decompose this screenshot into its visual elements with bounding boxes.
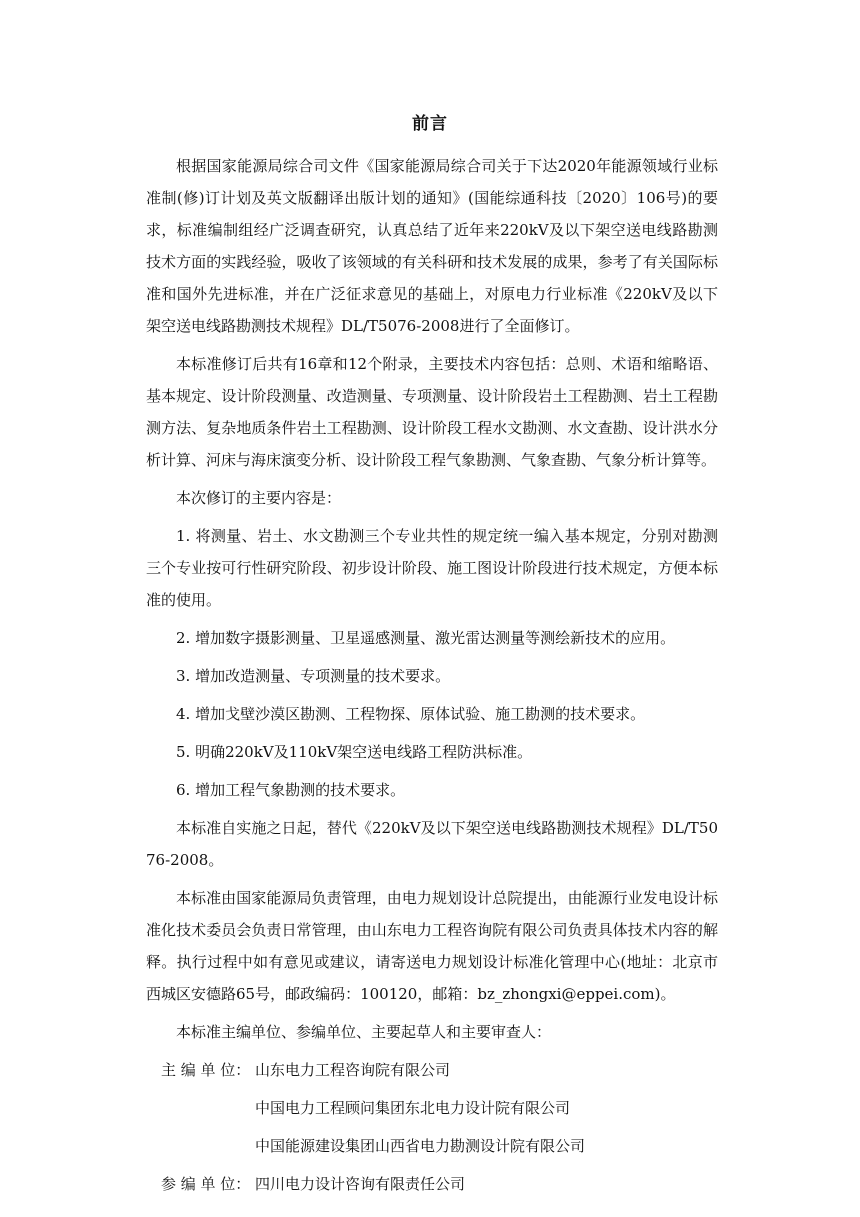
- revision-item: 6. 增加工程气象勘测的技术要求。: [176, 781, 406, 799]
- chief-unit-name: 中国电力工程顾问集团东北电力设计院有限公司: [255, 1099, 571, 1117]
- page-title: 前言: [412, 114, 448, 134]
- paragraph-contents: 本标准修订后共有16章和12个附录，主要技术内容包括：总则、术语和缩略语、基本规定、设计阶段测量、改造测量、专项测量、设计阶段岩土工程勘测、岩土工程勘测方法、复杂地质条件岩土工程勘测、设计阶段工程水文勘测、水文查勘、设计洪水分析计算、河床与海床演变分析、设计阶段工程气象勘测、气象查勘、气象分析计算等。: [146, 355, 718, 469]
- paragraph-units-intro: 本标准主编单位、参编单位、主要起草人和主要审查人：: [176, 1023, 552, 1041]
- participant-unit-label: 参 编 单 位：: [161, 1175, 251, 1193]
- chief-unit-name: 山东电力工程咨询院有限公司: [255, 1061, 451, 1079]
- revision-item: 5. 明确220kV及110kV架空送电线路工程防洪标准。: [176, 743, 533, 761]
- document-body: [146, 150, 718, 1200]
- participant-unit-row: [146, 1168, 718, 1200]
- revision-item: 3. 增加改造测量、专项测量的技术要求。: [176, 667, 451, 685]
- revision-item: 1. 将测量、岩土、水文勘测三个专业共性的规定统一编入基本规定，分别对勘测三个专业按可行性研究阶段、初步设计阶段、施工图设计阶段进行技术规定，方便本标准的使用。: [146, 527, 718, 609]
- chief-unit-row: [146, 1054, 718, 1086]
- chief-unit-label: 主 编 单 位：: [161, 1061, 251, 1079]
- paragraph-background: 根据国家能源局综合司文件《国家能源局综合司关于下达2020年能源领域行业标准制(修)订计划及英文版翻译出版计划的通知》(国能综通科技〔2020〕106号)的要求，标准编制组经广泛调查研究，认真总结了近年来220kV及以下架空送电线路勘测技术方面的实践经验，吸收了该领域的有关科研和技术发展的成果，参考了有关国际标准和国外先进标准，并在广泛征求意见的基础上，对原电力行业标准《220kV及以下架空送电线路勘测技术规程》DL/T5076-2008进行了全面修订。: [146, 157, 718, 335]
- revision-item: 4. 增加戈壁沙漠区勘测、工程物探、原体试验、施工勘测的技术要求。: [176, 705, 646, 723]
- chief-unit-row: [146, 1130, 718, 1162]
- paragraph-management: 本标准由国家能源局负责管理，由电力规划设计总院提出，由能源行业发电设计标准化技术委员会负责日常管理，由山东电力工程咨询院有限公司负责具体技术内容的解释。执行过程中如有意见或建议，请寄送电力规划设计标准化管理中心(地址：北京市西城区安德路65号，邮政编码：100120，邮箱：bz_zhongxi@eppei.com)。: [146, 889, 718, 1003]
- participant-unit-name: 四川电力设计咨询有限责任公司: [255, 1175, 466, 1193]
- chief-unit-row: [146, 1092, 718, 1124]
- paragraph-replacement: 本标准自实施之日起，替代《220kV及以下架空送电线路勘测技术规程》DL/T5076-2008。: [146, 819, 718, 869]
- chief-unit-name: 中国能源建设集团山西省电力勘测设计院有限公司: [255, 1137, 586, 1155]
- revision-item: 2. 增加数字摄影测量、卫星遥感测量、激光雷达测量等测绘新技术的应用。: [176, 629, 676, 647]
- paragraph-revision-intro: 本次修订的主要内容是：: [176, 489, 342, 507]
